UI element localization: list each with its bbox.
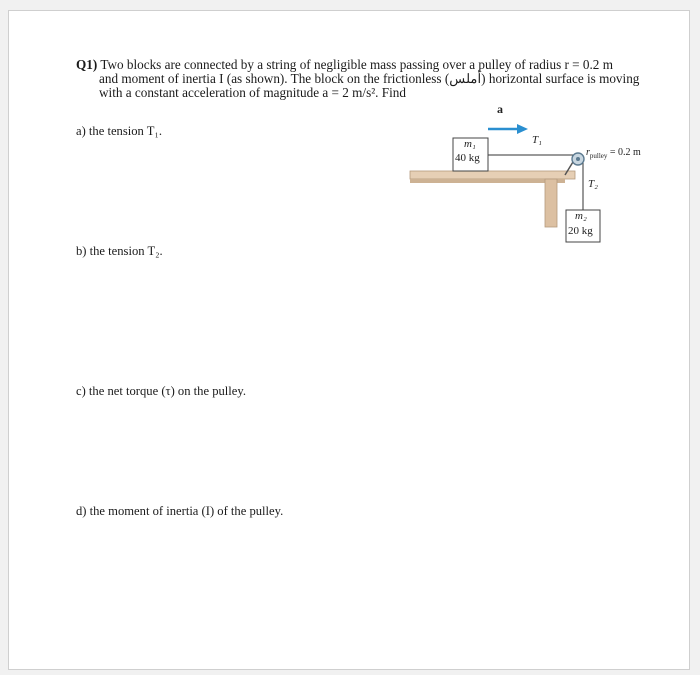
table-edge (410, 179, 565, 183)
acceleration-label: a⃗ (497, 102, 513, 116)
pulley-axle (576, 157, 580, 161)
pulley-figure (400, 102, 700, 265)
block1-mass: 40 kg (455, 152, 480, 164)
question-number: Q1) (76, 57, 98, 72)
part-b: b) the tension T₂. (76, 244, 163, 258)
table-leg (545, 179, 557, 227)
question-text (76, 58, 676, 100)
question-line-3: with a constant acceleration of magnitude a = 2 m/s². Find (99, 85, 406, 100)
part-d: d) the moment of inertia (I) of the pulley. (76, 504, 284, 518)
table-top (410, 171, 575, 179)
pulley-radius-label: $r_{pulley} = 0.2$ m (586, 147, 641, 160)
part-a: a) the tension T₁. (76, 124, 162, 138)
question-line-2: and moment of inertia I (as shown). The block on the frictionless (أملس) horizontal surface is moving (99, 71, 640, 86)
acceleration-arrowhead (517, 124, 528, 134)
block2-name: m₂ (575, 210, 587, 222)
pulley-diagram (400, 105, 700, 265)
block2-mass: 20 kg (568, 225, 593, 237)
tension2-label: T₂ (588, 178, 598, 190)
part-c: c) the net torque (τ) on the pulley. (76, 384, 247, 398)
question-line-1: Q1) Two blocks are connected by a string of negligible mass passing over a pulley of radius r = 0.2 m (76, 57, 613, 72)
block1-name: m₁ (464, 138, 476, 150)
tension1-label: T₁ (532, 134, 542, 146)
